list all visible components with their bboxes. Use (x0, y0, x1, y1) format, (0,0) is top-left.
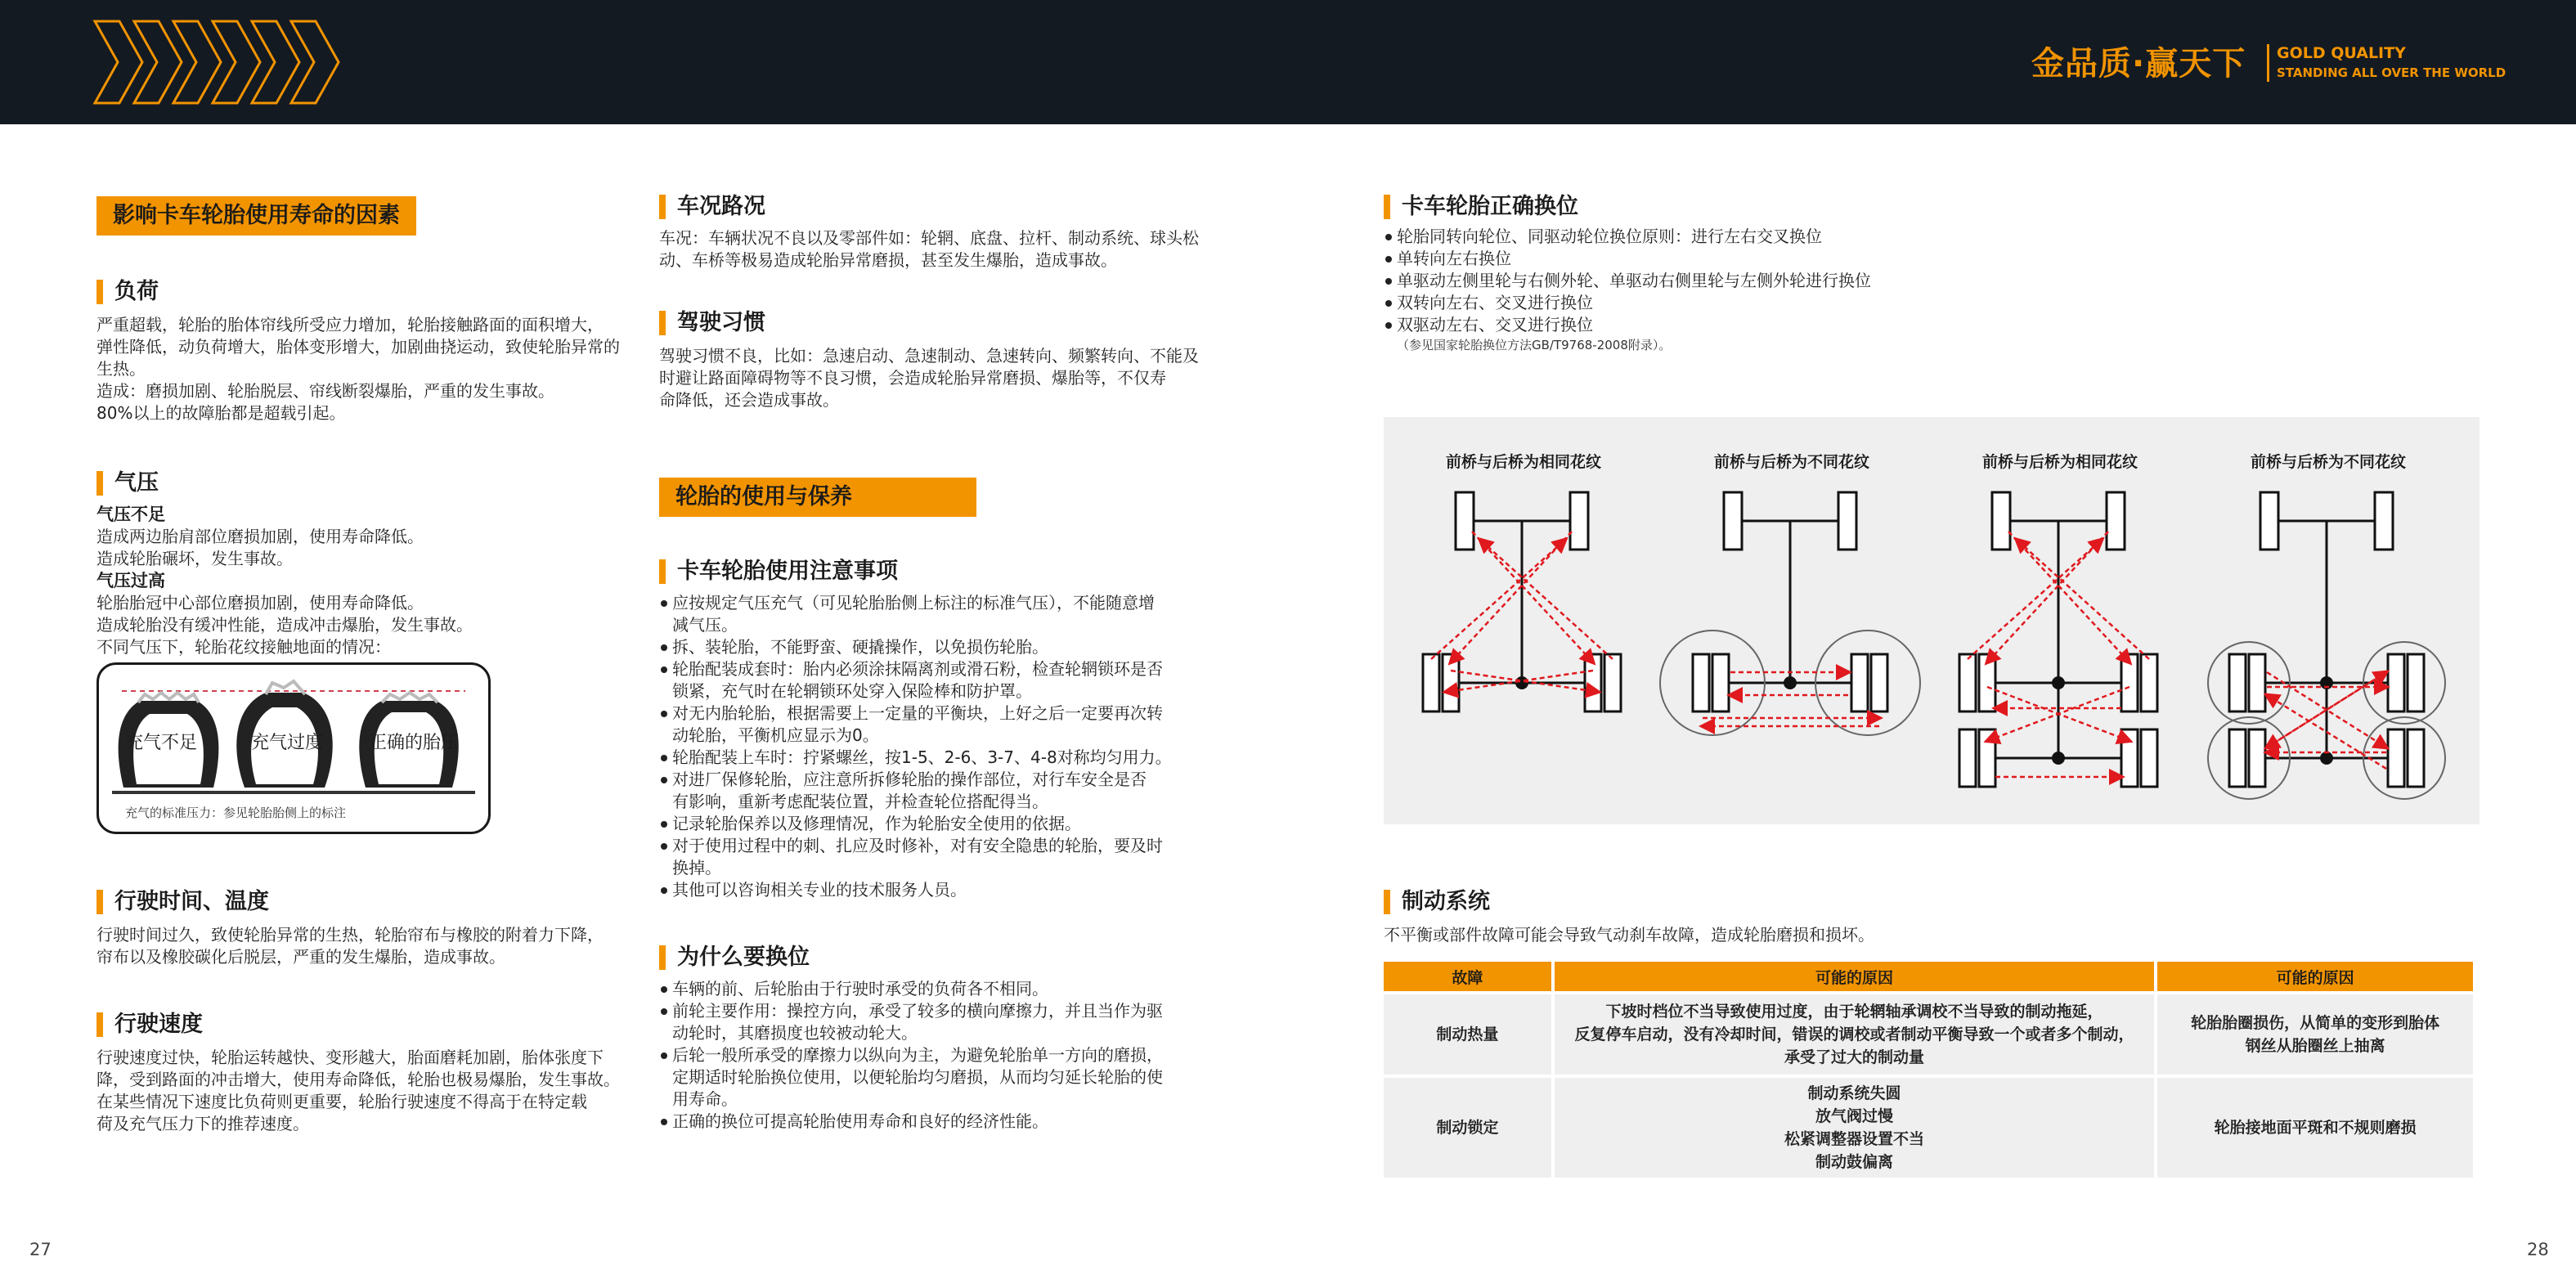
table-cell-cause: 制动系统失圆 放气阀过慢 松紧调整器设置不当 制动鼓偏离 (1555, 1078, 2154, 1178)
time-temperature-heading: 行驶时间、温度 (96, 890, 636, 914)
section-usage-notes (659, 559, 1199, 901)
speed-heading: 行驶速度 (96, 1012, 636, 1037)
table-cell-cause: 轮胎接地面平斑和不规则磨损 (2157, 1078, 2473, 1178)
table-header-fault: 故障 (1384, 962, 1551, 991)
list-item: 对进厂保修轮胎，应注意所拆修轮胎的操作部位，对行车安全是否 有影响，重新考虑配装位置，并检查轮位搭配得当。 (659, 769, 1199, 813)
chevron-arrows-icon (92, 18, 345, 106)
load-line: 80%以上的故障胎都是超载引起。 (96, 403, 346, 423)
load-text (96, 314, 636, 424)
tire-pressure-note: 充气的标准压力：参见轮胎胎侧上的标注 (125, 806, 347, 820)
table-row (1384, 1078, 2473, 1178)
load-line: 严重超载，轮胎的胎体帘线所受应力增加，轮胎接触路面的面积增大， (96, 315, 604, 334)
load-line: 生热。 (96, 359, 146, 379)
section-speed (96, 1012, 636, 1135)
tire-pressure-illustration (96, 662, 491, 834)
brake-heading: 制动系统 (1384, 890, 2480, 914)
rotation-standard-note: （参见国家轮胎换位方法GB/T9768-2008附录）。 (1397, 338, 1672, 352)
list-item: 前轮主要作用：操控方向，承受了较多的横向摩擦力，并且当作为驱 动轮时，其磨损度也较被动轮大。 (659, 1000, 1199, 1044)
driving-habit-line: 驾驶习惯不良，比如：急速启动、急速制动、急速转向、频繁转向、不能及 (659, 346, 1199, 366)
brake-fault-table (1380, 958, 2476, 1181)
brake-intro: 不平衡或部件故障可能会导致气动刹车故障，造成轮胎磨损和损坏。 (1384, 925, 1874, 945)
section-rotation (1384, 195, 2480, 354)
load-line: 造成：磨损加剧、轮胎脱层、帘线断裂爆胎，严重的发生事故。 (96, 381, 554, 401)
road-condition-line: 车况：车辆状况不良以及零部件如：轮辋、底盘、拉杆、制动系统、球头松 (659, 228, 1199, 248)
pressure-heading: 气压 (96, 471, 636, 496)
driving-habit-heading: 驾驶习惯 (659, 311, 1199, 335)
table-cell-cause: 轮胎胎圈损伤，从简单的变形到胎体 钢丝从胎圈丝上抽离 (2157, 994, 2473, 1075)
usage-notes-list (659, 592, 1199, 901)
why-rotate-list (659, 978, 1199, 1133)
table-cell-fault: 制动热量 (1384, 994, 1551, 1075)
table-header-cause: 可能的原因 (2157, 962, 2473, 991)
brand-slogan-en-line2: STANDING ALL OVER THE WORLD (2277, 65, 2506, 80)
page-number-left: 27 (29, 1240, 52, 1259)
list-item: 记录轮胎保养以及修理情况，作为轮胎安全使用的依据。 (659, 813, 1199, 835)
speed-line: 荷及充气压力下的推荐速度。 (96, 1114, 309, 1133)
list-item: 轮胎配装成套时：胎内必须涂抹隔离剂或滑石粉，检查轮辋锁环是否 锁紧，充气时在轮辋锁环处穿入保险棒和防护罩。 (659, 658, 1199, 702)
list-item: 对无内胎轮胎，根据需要上一定量的平衡块，上好之后一定要再次转 动轮胎，平衡机应显示为0。 (659, 702, 1199, 747)
list-item: 单转向左右换位 (1384, 248, 2480, 270)
brand-slogan-cn: 金品质·赢天下 (2031, 45, 2246, 83)
page-number-right: 28 (2527, 1240, 2549, 1259)
rotation-diagrams (1384, 417, 2480, 824)
tire-label-over: 充气过度 (251, 733, 324, 753)
road-condition-line: 动、车桥等极易造成轮胎异常磨损，甚至发生爆胎，造成事故。 (659, 250, 1117, 270)
tire-label-correct: 正确的胎压 (369, 733, 460, 753)
table-header-row (1384, 962, 2473, 991)
section-band-factors (96, 196, 416, 236)
time-temperature-line: 帘布以及橡胶碳化后脱层，严重的发生爆胎，造成事故。 (96, 947, 505, 967)
list-item: 其他可以咨询相关专业的技术服务人员。 (659, 879, 1199, 901)
speed-line: 在某些情况下速度比负荷则更重要，轮胎行驶速度不得高于在特定载 (96, 1092, 587, 1111)
section-load (96, 280, 636, 424)
section-driving-habit (659, 311, 1199, 411)
load-line: 弹性降低，动负荷增大，胎体变形增大，加剧曲挠运动，致使轮胎异常的 (96, 337, 620, 357)
usage-notes-heading: 卡车轮胎使用注意事项 (659, 559, 1199, 584)
section-band-usage (659, 478, 976, 517)
list-item: 轮胎同转向轮位、同驱动轮位换位原则：进行左右交叉换位 (1384, 226, 2480, 248)
list-item: 拆、装轮胎，不能野蛮、硬撬操作，以免损伤轮胎。 (659, 636, 1199, 658)
diagram-title: 前桥与后桥为相同花纹 (1446, 453, 1602, 471)
list-item: 双转向左右、交叉进行换位 (1384, 292, 2480, 314)
speed-line: 行驶速度过快，轮胎运转越快、变形越大，胎面磨耗加剧，胎体张度下 (96, 1048, 604, 1067)
why-rotate-heading: 为什么要换位 (659, 945, 1199, 970)
high-pressure-line: 造成轮胎没有缓冲性能，造成冲击爆胎，发生事故。 (96, 615, 473, 635)
section-why-rotate (659, 945, 1199, 1133)
list-item: 正确的换位可提高轮胎使用寿命和良好的经济性能。 (659, 1111, 1199, 1133)
section-time-temperature (96, 890, 636, 968)
diagram-title: 前桥与后桥为相同花纹 (1982, 453, 2138, 471)
section-brake (1384, 890, 2480, 946)
low-pressure-line: 造成轮胎碾坏，发生事故。 (96, 549, 293, 568)
low-pressure-line: 造成两边胎肩部位磨损加剧，使用寿命降低。 (96, 527, 424, 546)
list-item: 后轮一般所承受的摩擦力以纵向为主，为避免轮胎单一方向的磨损， 定期适时轮胎换位使用，以便轮胎均匀磨损，从而均匀延长轮胎的使 用寿命。 (659, 1044, 1199, 1111)
time-temperature-line: 行驶时间过久，致使轮胎异常的生热，轮胎帘布与橡胶的附着力下降， (96, 925, 604, 945)
tire-label-under: 充气不足 (125, 733, 198, 753)
table-row (1384, 994, 2473, 1075)
table-cell-fault: 制动锁定 (1384, 1078, 1551, 1178)
road-condition-heading: 车况路况 (659, 195, 1199, 219)
usage-band-title: 轮胎的使用与保养 (659, 478, 976, 517)
list-item: 单驱动左侧里轮与右侧外轮、单驱动右侧里轮与左侧外轮进行换位 (1384, 270, 2480, 292)
speed-line: 降，受到路面的冲击增大，使用寿命降低，轮胎也极易爆胎，发生事故。 (96, 1070, 620, 1089)
rotation-list (1384, 226, 2480, 354)
high-pressure-line: 不同气压下，轮胎花纹接触地面的情况： (96, 637, 391, 657)
list-item: 应按规定气压充气（可见轮胎胎侧上标注的标准气压），不能随意增 减气压。 (659, 592, 1199, 636)
brand-slogan-en-line1: GOLD QUALITY (2277, 44, 2406, 62)
section-pressure (96, 471, 636, 658)
rotation-heading: 卡车轮胎正确换位 (1384, 195, 2480, 219)
diagram-title: 前桥与后桥为不同花纹 (2251, 453, 2407, 471)
section-road-condition (659, 195, 1199, 272)
rotation-schematic-icon (1384, 417, 2480, 824)
list-item: 对于使用过程中的刺、扎应及时修补，对有安全隐患的轮胎，要及时 换掉。 (659, 835, 1199, 879)
low-pressure-subtitle: 气压不足 (96, 505, 165, 524)
driving-habit-line: 命降低，还会造成事故。 (659, 390, 839, 410)
diagram-title: 前桥与后桥为不同花纹 (1714, 453, 1870, 471)
high-pressure-line: 轮胎胎冠中心部位磨损加剧，使用寿命降低。 (96, 593, 424, 613)
table-header-cause: 可能的原因 (1555, 962, 2154, 991)
load-heading: 负荷 (96, 280, 636, 304)
list-item: 双驱动左右、交叉进行换位 (1384, 314, 2480, 336)
high-pressure-subtitle: 气压过高 (96, 571, 165, 590)
table-cell-cause: 下坡时档位不当导致使用过度，由于轮辋轴承调校不当导致的制动拖延， 反复停车启动，没有冷却时间，错误的调校或者制动平衡导致一个或者多个制动， 承受了过大的制动量 (1555, 994, 2154, 1075)
driving-habit-line: 时避让路面障碍物等不良习惯，会造成轮胎异常磨损、爆胎等，不仅寿 (659, 368, 1166, 388)
list-item: 车辆的前、后轮胎由于行驶时承受的负荷各不相同。 (659, 978, 1199, 1000)
brand-divider (2267, 44, 2269, 82)
factors-band-title: 影响卡车轮胎使用寿命的因素 (96, 196, 416, 236)
list-item: 轮胎配装上车时：拧紧螺丝，按1-5、2-6、3-7、4-8对称均匀用力。 (659, 747, 1199, 769)
header-band (0, 0, 2576, 124)
